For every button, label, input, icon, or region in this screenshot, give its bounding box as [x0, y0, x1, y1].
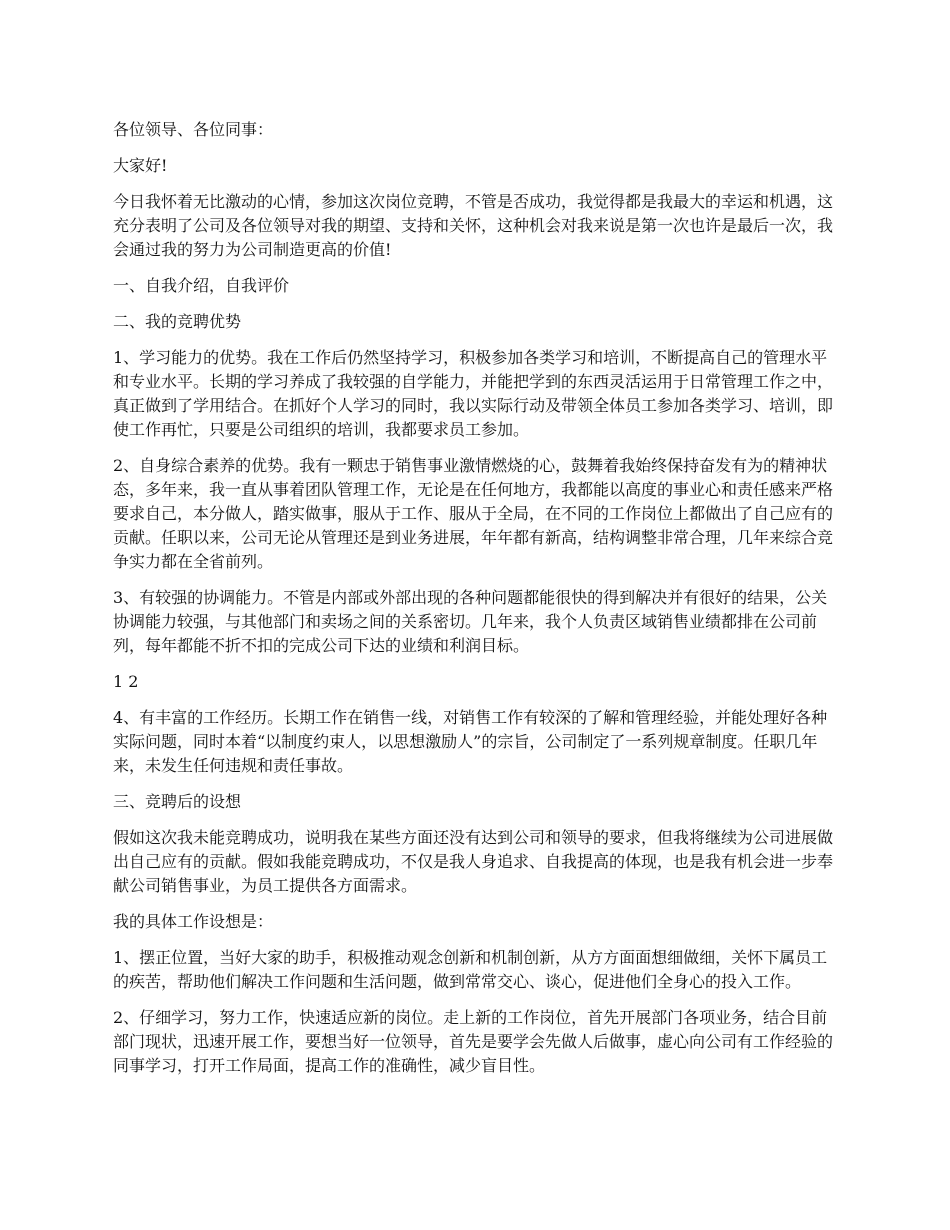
- advantage-paragraph-1: 1、学习能力的优势。我在工作后仍然坚持学习，积极参加各类学习和培训，不断提高自己的管理水平和专业水平。长期的学习养成了我较强的自学能力，并能把学到的东西灵活运用于日常管理工作之中，真正做到了学用结合。在抓好个人学习的同时，我以实际行动及带领全体员工参加各类学习、培训，即使工作再忙，只要是公司组织的培训，我都要求员工参加。: [113, 348, 834, 439]
- advantage-paragraph-3: 3、有较强的协调能力。不管是内部或外部出现的各种问题都能很快的得到解决并有很好的结果，公关协调能力较强，与其他部门和卖场之间的关系密切。几年来，我个人负责区域销售业绩都排在公司前列，每年都能不折不扣的完成公司下达的业绩和利润目标。: [113, 588, 828, 655]
- plan-paragraph-2: 2、仔细学习，努力工作，快速适应新的岗位。走上新的工作岗位，首先开展部门各项业务，结合目前部门现状，迅速开展工作，要想当好一位领导，首先是要学会先做人后做事，虚心向公司有工作经验的同事学习，打开工作局面，提高工作的准确性，减少盲目性。: [113, 1008, 834, 1075]
- page-marker: 1 2: [113, 672, 139, 691]
- section-title-advantages: 二、我的竞聘优势: [113, 312, 242, 331]
- plan-title: 我的具体工作设想是：: [113, 912, 274, 931]
- section-title-self-intro: 一、自我介绍，自我评价: [113, 276, 290, 295]
- advantage-paragraph-2: 2、自身综合素养的优势。我有一颗忠于销售事业激情燃烧的心，鼓舞着我始终保持奋发有为的精神状态，多年来，我一直从事着团队管理工作，无论是在任何地方，我都能以高度的事业心和责任感来严格要求自己，本分做人，踏实做事，服从于工作、服从于全局，在不同的工作岗位上都做出了自己应有的贡献。任职以来，公司无论从管理还是到业务进展，年年都有新高，结构调整非常合理，几年来综合竞争实力都在全省前列。: [113, 456, 834, 571]
- intro-paragraph: 今日我怀着无比激动的心情，参加这次岗位竞聘，不管是否成功，我觉得都是我最大的幸运和机遇，这充分表明了公司及各位领导对我的期望、支持和关怀，这种机会对我来说是第一次也许是最后一次，我会通过我的努力为公司制造更高的价值!: [113, 192, 834, 259]
- document-body: [113, 118, 843, 1090]
- section-title-plans: 三、竞聘后的设想: [113, 792, 242, 811]
- greeting: 大家好!: [113, 156, 168, 175]
- plan-intro-paragraph: 假如这次我未能竞聘成功，说明我在某些方面还没有达到公司和领导的要求，但我将继续为公司进展做出自己应有的贡献。假如我能竞聘成功，不仅是我人身追求、自我提高的体现，也是我有机会进一步奉献公司销售事业，为员工提供各方面需求。: [113, 828, 834, 895]
- salutation: 各位领导、各位同事：: [113, 120, 274, 139]
- advantage-paragraph-4: 4、有丰富的工作经历。长期工作在销售一线，对销售工作有较深的了解和管理经验，并能处理好各种实际问题，同时本着“以制度约束人，以思想激励人”的宗旨，公司制定了一系列规章制度。任职几年来，未发生任何违规和责任事故。: [113, 708, 828, 775]
- plan-paragraph-1: 1、摆正位置，当好大家的助手，积极推动观念创新和机制创新，从方方面面想细做细，关怀下属员工的疾苦，帮助他们解决工作问题和生活问题，做到常常交心、谈心，促进他们全身心的投入工作。: [113, 948, 828, 991]
